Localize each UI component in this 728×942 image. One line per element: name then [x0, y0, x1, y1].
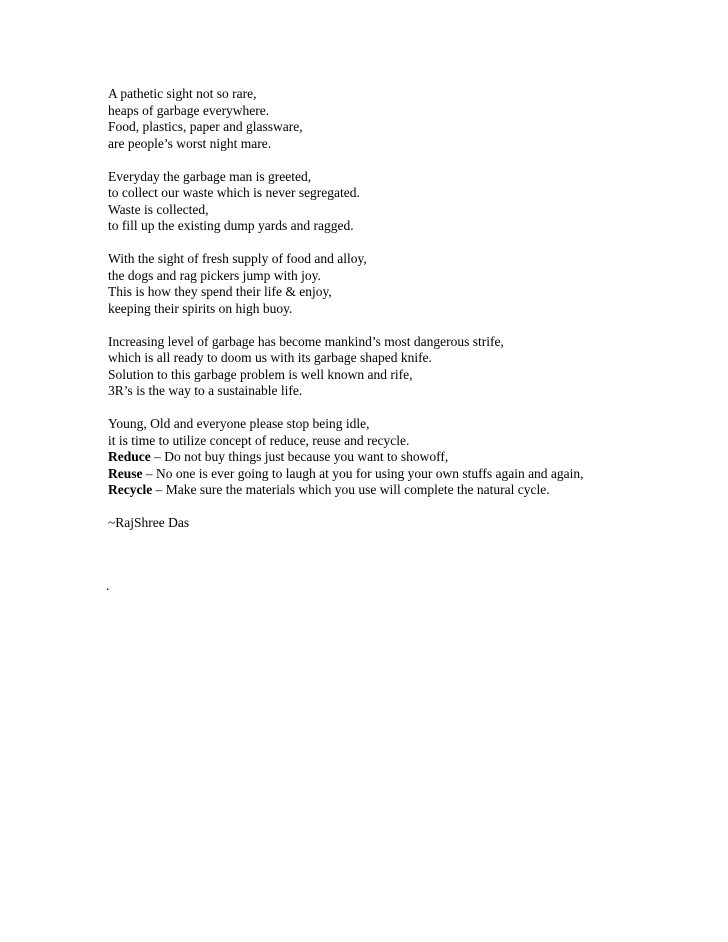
poem-line: Food, plastics, paper and glassware,	[108, 119, 303, 134]
reduce-text: – Do not buy things just because you want to showoff,	[150, 449, 449, 464]
reuse-line	[108, 466, 708, 483]
poem-line: which is all ready to doom us with its garbage shaped knife.	[108, 350, 432, 365]
poem-line: are people’s worst night mare.	[108, 135, 272, 151]
author-signature: ~RajShree Das	[108, 515, 190, 530]
poem-line: to fill up the existing dump yards and ragged.	[108, 218, 354, 233]
recycle-term: Recycle	[108, 482, 153, 497]
poem-line: it is time to utilize concept of reduce, reuse and recycle.	[108, 432, 410, 448]
reduce-term: Reduce	[108, 449, 151, 464]
reuse-term: Reuse	[108, 465, 143, 481]
poem-line: heaps of garbage everywhere.	[108, 102, 270, 118]
reuse-text: – No one is ever going to laugh at you for using your own stuffs again and again,	[142, 465, 584, 481]
stanza-3	[108, 251, 708, 317]
poem-line: Increasing level of garbage has become mankind’s most dangerous strife,	[108, 333, 504, 349]
poem-body	[108, 86, 708, 532]
stanza-5	[108, 416, 708, 499]
poem-line: keeping their spirits on high buoy.	[108, 300, 293, 316]
poem-line: to collect our waste which is never segregated.	[108, 185, 360, 200]
stanza-1	[108, 86, 708, 152]
recycle-line	[108, 482, 708, 499]
poem-line: 3R’s is the way to a sustainable life.	[108, 383, 303, 398]
trailing-mark: .	[106, 578, 110, 593]
poem-line: Young, Old and everyone please stop being idle,	[108, 416, 370, 431]
reduce-line	[108, 449, 708, 466]
poem-line: the dogs and rag pickers jump with joy.	[108, 267, 321, 283]
poem-line: This is how they spend their life & enjoy,	[108, 284, 332, 299]
poem-line: Waste is collected,	[108, 201, 209, 217]
stanza-2	[108, 169, 708, 235]
stanza-4	[108, 334, 708, 400]
poem-line: Everyday the garbage man is greeted,	[108, 168, 312, 184]
poem-line: Solution to this garbage problem is well known and rife,	[108, 366, 413, 382]
poem-line: With the sight of fresh supply of food and alloy,	[108, 251, 367, 266]
recycle-text: – Make sure the materials which you use will complete the natural cycle.	[152, 482, 550, 497]
poem-line: A pathetic sight not so rare,	[108, 86, 257, 101]
